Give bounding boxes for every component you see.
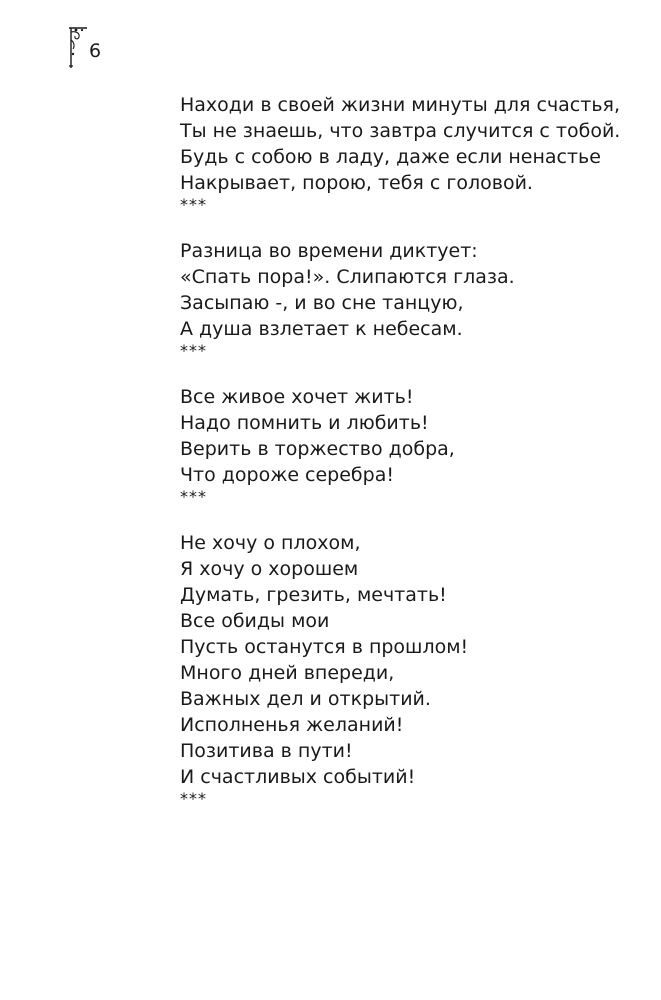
poem-line: Ты не знаешь, что завтра случится с тобой. — [180, 120, 621, 142]
poem-line: Что дороже серебра! — [180, 464, 394, 486]
poem-line: Думать, грезить, мечтать! — [180, 584, 447, 606]
stanza-separator: *** — [180, 789, 207, 808]
stanza-separator: *** — [180, 195, 207, 214]
page-number: 6 — [89, 40, 102, 62]
poem-line: Я хочу о хорошем — [180, 558, 359, 580]
corner-flourish-icon — [68, 26, 88, 70]
stanza-separator: *** — [180, 341, 207, 360]
poem-line: А душа взлетает к небесам. — [180, 318, 463, 340]
stanza — [180, 530, 640, 806]
poem-line: «Спать пора!». Слипаются глаза. — [180, 266, 515, 288]
poem-line: Засыпаю -, и во сне танцую, — [180, 292, 464, 314]
poem-collection — [180, 92, 640, 806]
poem-line: Находи в своей жизни минуты для счастья, — [180, 94, 620, 116]
poem-line: Позитива в пути! — [180, 740, 353, 762]
poem-line: Много дней впереди, — [180, 662, 395, 684]
poem-line: Будь с собою в ладу, даже если ненастье — [180, 146, 601, 168]
poem-line: Разница во времени диктует: — [180, 240, 478, 262]
poem-line: Накрывает, порою, тебя с головой. — [180, 172, 533, 194]
stanza — [180, 238, 640, 358]
poem-line: Все обиды мои — [180, 610, 330, 632]
poem-line: Не хочу о плохом, — [180, 532, 361, 554]
poem-line: И счастливых событий! — [180, 766, 416, 788]
poem-line: Исполненья желаний! — [180, 714, 404, 736]
poem-line: Важных дел и открытий. — [180, 688, 431, 710]
poem-line: Пусть останутся в прошлом! — [180, 636, 469, 658]
poem-line: Верить в торжество добра, — [180, 438, 455, 460]
page-header — [68, 26, 128, 72]
poem-line: Надо помнить и любить! — [180, 412, 429, 434]
stanza — [180, 384, 640, 504]
stanza — [180, 92, 640, 212]
stanza-separator: *** — [180, 487, 207, 506]
poem-line: Все живое хочет жить! — [180, 386, 414, 408]
